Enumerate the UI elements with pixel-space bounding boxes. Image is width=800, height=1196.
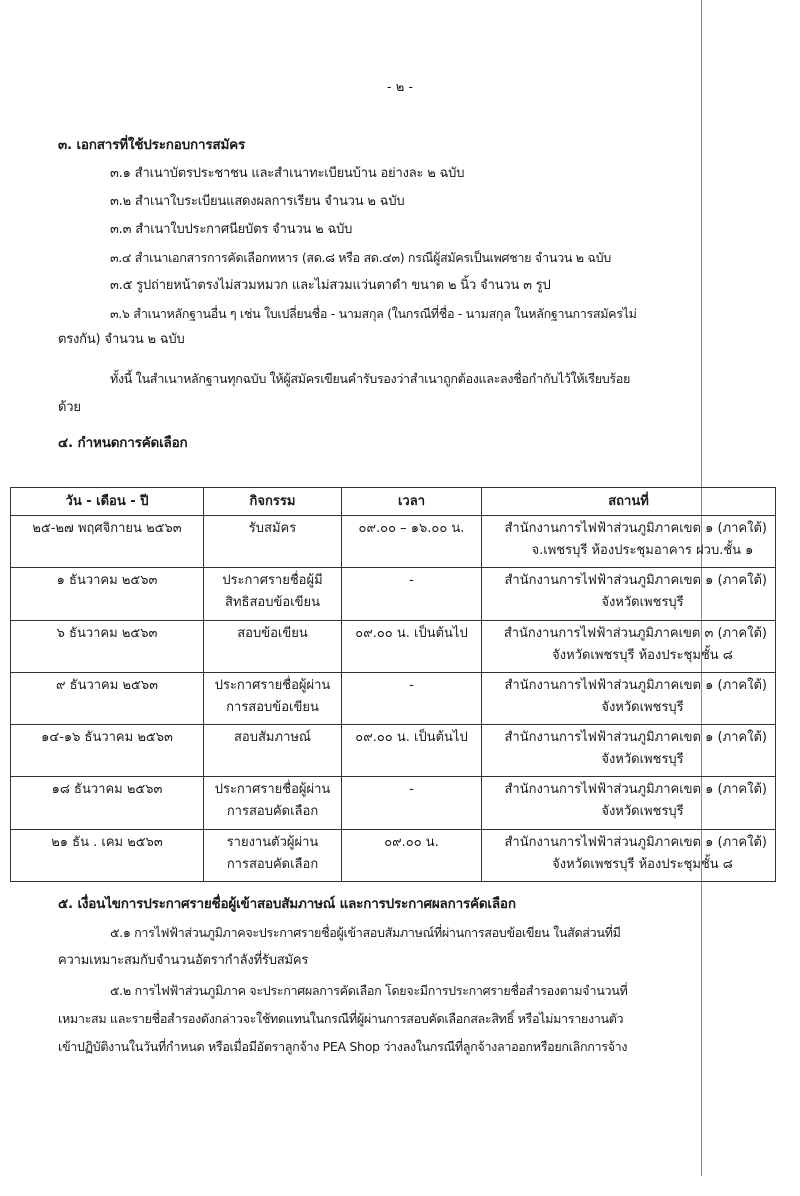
- section3-note-line1: ทั้งนี้ ในสำเนาหลักฐานทุกฉบับ ให้ผู้สมัครเขียนคำรับรองว่าสำเนาถูกต้องและลงชื่อกำกับไว้ให้เรียบร้อย: [110, 371, 631, 386]
- section5-p1-line1: ๕.๑ การไฟฟ้าส่วนภูมิภาคจะประกาศรายชื่อผู้เข้าสอบสัมภาษณ์ที่ผ่านการสอบข้อเขียน ในสัดส่วนที่มี: [110, 925, 621, 940]
- activity-line: รับสมัคร: [248, 521, 297, 536]
- cell-time: ๐๙.๐๐ น.: [342, 829, 482, 881]
- activity-line: รายงานตัวผู้ผ่าน: [226, 834, 319, 850]
- activity-line: สิทธิสอบข้อเขียน: [225, 595, 320, 611]
- section3-item-2: ๓.๒ สำเนาใบระเบียนแสดงผลการเรียน จำนวน ๒ ฉบับ: [110, 194, 405, 209]
- cell-activity: [204, 725, 342, 777]
- cell-date: ๒๕-๒๗ พฤศจิกายน ๒๕๖๓: [11, 516, 204, 568]
- table-header-row: [11, 488, 776, 516]
- table-row: [11, 725, 776, 777]
- cell-place: [482, 829, 776, 881]
- cell-place: [482, 725, 776, 777]
- place-line: จังหวัดเพชรบุรี ห้องประชุมชั้น ๘: [552, 647, 733, 663]
- place-line: สำนักงานการไฟฟ้าส่วนภูมิภาคเขต ๑ (ภาคใต้): [504, 677, 767, 693]
- place-line: สำนักงานการไฟฟ้าส่วนภูมิภาคเขต ๑ (ภาคใต้): [504, 730, 767, 746]
- activity-line: การสอบคัดเลือก: [226, 856, 319, 872]
- activity-line: ประกาศรายชื่อผู้ผ่าน: [214, 782, 331, 798]
- cell-activity: [204, 516, 342, 568]
- place-line: สำนักงานการไฟฟ้าส่วนภูมิภาคเขต ๓ (ภาคใต้): [503, 625, 767, 641]
- section5-heading: ๕. เงื่อนไขการประกาศรายชื่อผู้เข้าสอบสัมภาษณ์ และการประกาศผลการคัดเลือก: [58, 896, 516, 912]
- cell-time: ๐๙.๐๐ น. เป็นต้นไป: [342, 620, 482, 672]
- place-line: จังหวัดเพชรบุรี: [601, 595, 684, 611]
- cell-activity: [204, 672, 342, 724]
- section3-item-1: ๓.๑ สำเนาบัตรประชาชน และสำเนาทะเบียนบ้าน อย่างละ ๒ ฉบับ: [110, 166, 465, 181]
- cell-time: -: [342, 672, 482, 724]
- section3-item-4: ๓.๔ สำเนาเอกสารการคัดเลือกทหาร (สด.๘ หรือ สด.๔๓) กรณีผู้สมัครเป็นเพศชาย จำนวน ๒ ฉบับ: [110, 250, 611, 265]
- table-row: [11, 672, 776, 724]
- cell-date: ๒๑ ธัน . เคม ๒๕๖๓: [11, 829, 204, 881]
- place-line: จังหวัดเพชรบุรี ห้องประชุมชั้น ๘: [552, 856, 733, 872]
- cell-place: [482, 516, 776, 568]
- place-line: จ.เพชรบุรี ห้องประชุมอาคาร ฝวบ.ชั้น ๑: [531, 543, 754, 558]
- cell-date: ๙ ธันวาคม ๒๕๖๓: [11, 672, 204, 724]
- place-line: สำนักงานการไฟฟ้าส่วนภูมิภาคเขต ๑ (ภาคใต้): [504, 573, 767, 589]
- cell-time: -: [342, 568, 482, 620]
- selection-schedule-table: [10, 487, 776, 882]
- section4-heading: ๔. กำหนดการคัดเลือก: [58, 435, 188, 451]
- table-row: [11, 568, 776, 620]
- activity-line: สอบสัมภาษณ์: [234, 730, 311, 746]
- cell-activity: [204, 777, 342, 829]
- activity-line: การสอบคัดเลือก: [226, 804, 319, 820]
- activity-line: ประกาศรายชื่อผู้มี: [222, 573, 323, 589]
- cell-place: [482, 620, 776, 672]
- section5-p2-line2: เหมาะสม และรายชื่อสำรองดังกล่าวจะใช้ทดแทนในกรณีที่ผู้ผ่านการสอบคัดเลือกสละสิทธิ์ หรือไม่มารายงานตัว: [58, 1011, 624, 1026]
- section5-p1-line2: ความเหมาะสมกับจำนวนอัตรากำลังที่รับสมัคร: [58, 953, 309, 968]
- place-line: จังหวัดเพชรบุรี: [601, 804, 684, 820]
- place-line: สำนักงานการไฟฟ้าส่วนภูมิภาคเขต ๑ (ภาคใต้): [504, 834, 767, 850]
- header-activity: กิจกรรม: [204, 488, 342, 516]
- table-row: [11, 516, 776, 568]
- header-place: สถานที่: [482, 488, 776, 516]
- activity-line: การสอบข้อเขียน: [226, 699, 319, 715]
- cell-activity: [204, 568, 342, 620]
- table-row: [11, 777, 776, 829]
- place-line: สำนักงานการไฟฟ้าส่วนภูมิภาคเขต ๑ (ภาคใต้): [504, 782, 767, 798]
- activity-line: สอบข้อเขียน: [237, 625, 308, 641]
- section5-p2-line3: เข้าปฏิบัติงานในวันที่กำหนด หรือเมื่อมีอัตราลูกจ้าง PEA Shop ว่างลงในกรณีที่ลูกจ้างลาออกหรือยกเลิกการจ้าง: [58, 1039, 628, 1054]
- cell-place: [482, 568, 776, 620]
- section3-item-5: ๓.๕ รูปถ่ายหน้าตรงไม่สวมหมวก และไม่สวมแว่นตาดำ ขนาด ๒ นิ้ว จำนวน ๓ รูป: [110, 278, 551, 293]
- section3-item-6-cont: ตรงกัน) จำนวน ๒ ฉบับ: [58, 332, 185, 347]
- place-line: สำนักงานการไฟฟ้าส่วนภูมิภาคเขต ๑ (ภาคใต้): [504, 521, 767, 536]
- table-row: [11, 829, 776, 881]
- place-line: จังหวัดเพชรบุรี: [601, 699, 684, 715]
- section3-item-3: ๓.๓ สำเนาใบประกาศนียบัตร จำนวน ๒ ฉบับ: [110, 222, 353, 237]
- header-time: เวลา: [342, 488, 482, 516]
- table-row: [11, 620, 776, 672]
- cell-place: [482, 777, 776, 829]
- section3-note-line2: ด้วย: [58, 400, 81, 415]
- cell-activity: [204, 829, 342, 881]
- place-line: จังหวัดเพชรบุรี: [601, 752, 684, 768]
- cell-time: ๐๙.๐๐ น. เป็นต้นไป: [342, 725, 482, 777]
- cell-time: -: [342, 777, 482, 829]
- cell-date: ๑ ธันวาคม ๒๕๖๓: [11, 568, 204, 620]
- activity-line: ประกาศรายชื่อผู้ผ่าน: [214, 677, 331, 693]
- cell-time: ๐๙.๐๐ – ๑๖.๐๐ น.: [342, 516, 482, 568]
- cell-date: ๖ ธันวาคม ๒๕๖๓: [11, 620, 204, 672]
- page-number: - ๒ -: [386, 80, 414, 95]
- header-date: วัน - เดือน - ปี: [11, 488, 204, 516]
- section3-item-6: ๓.๖ สำเนาหลักฐานอื่น ๆ เช่น ใบเปลี่ยนชื่อ - นามสกุล (ในกรณีที่ชื่อ - นามสกุล ในหลักฐานการสมัครไม่: [110, 306, 637, 321]
- cell-activity: [204, 620, 342, 672]
- section5-p2-line1: ๕.๒ การไฟฟ้าส่วนภูมิภาค จะประกาศผลการคัดเลือก โดยจะมีการประกาศรายชื่อสำรองตามจำนวนที่: [110, 983, 628, 998]
- cell-date: ๑๘ ธันวาคม ๒๕๖๓: [11, 777, 204, 829]
- section3-heading: ๓. เอกสารที่ใช้ประกอบการสมัคร: [58, 137, 246, 153]
- cell-place: [482, 672, 776, 724]
- cell-date: ๑๔-๑๖ ธันวาคม ๒๕๖๓: [11, 725, 204, 777]
